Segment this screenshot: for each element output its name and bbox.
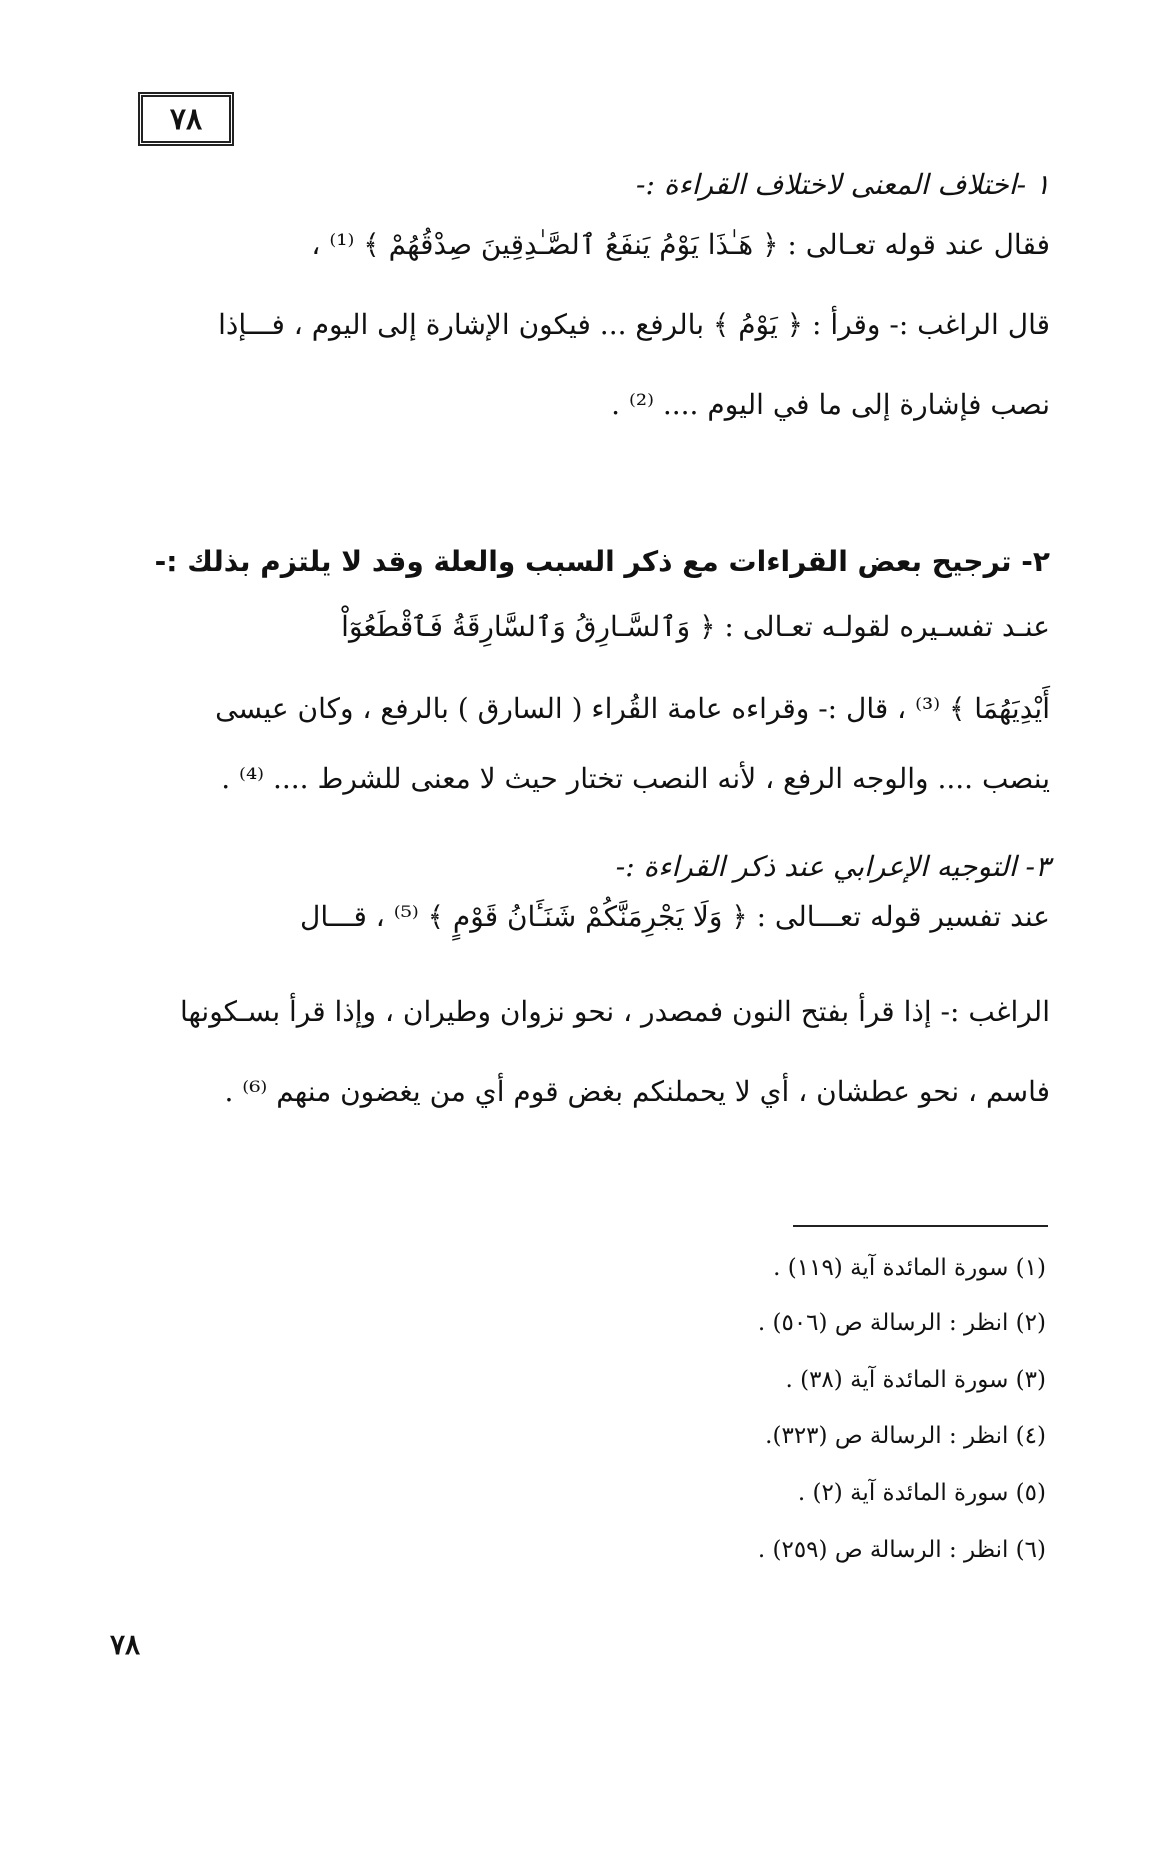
- section-3-line-1: عند تفسير قوله تعـــالى : ﴿ وَلَا يَجْرِمَنَّكُمْ شَنَـَٔانُ قَوْمٍ ﴾ ⁽⁵⁾ ، قـــال: [300, 900, 1050, 933]
- section-2-line-1: عنـد تفسـيره لقولـه تعـالى : ﴿ وَٱلسَّـارِقُ وَٱلسَّارِقَةُ فَٱقْطَعُوٓاْ: [341, 610, 1050, 643]
- section-2-heading: ٢- ترجيح بعض القراءات مع ذكر السبب والعلة وقد لا يلتزم بذلك :-: [154, 545, 1050, 578]
- section-1-line-2: قال الراغب :- وقرأ : ﴿ يَوْمُ ﴾ بالرفع ... فيكون الإشارة إلى اليوم ، فـــإذا: [218, 308, 1050, 341]
- section-3-heading: ٣- التوجيه الإعرابي عند ذكر القراءة :-: [615, 850, 1050, 883]
- footer-page-number: ٧٨: [110, 1628, 141, 1661]
- section-2-line-2: أَيْدِيَهُمَا ﴾ ⁽³⁾ ، قال :- وقراءه عامة القُراء ( السارق ) بالرفع ، وكان عيسى: [215, 692, 1050, 725]
- section-1-line-3: نصب فإشارة إلى ما في اليوم .... ⁽²⁾ .: [611, 388, 1050, 421]
- section-1-line-1: فقال عند قوله تعـالى : ﴿ هَـٰذَا يَوْمُ يَنفَعُ ٱلصَّـٰدِقِينَ صِدْقُهُمْ ﴾ ⁽¹⁾ ،: [311, 228, 1050, 261]
- page-number-box: ٧٨: [138, 92, 234, 146]
- section-3-line-2: الراغب :- إذا قرأ بفتح النون فمصدر ، نحو نزوان وطيران ، وإذا قرأ بسـكونها: [179, 995, 1050, 1028]
- section-2-line-3: ينصب .... والوجه الرفع ، لأنه النصب تختار حيث لا معنى للشرط .... ⁽⁴⁾ .: [221, 762, 1050, 795]
- footnote-2: (٢) انظر : الرسالة ص (٥٠٦) .: [757, 1310, 1046, 1336]
- section-1-heading: ١ -اختلاف المعنى لاختلاف القراءة :-: [636, 168, 1050, 201]
- footnote-4: (٤) انظر : الرسالة ص (٣٢٣).: [765, 1423, 1046, 1449]
- footnote-5: (٥) سورة المائدة آية (٢) .: [797, 1480, 1046, 1506]
- footnote-1: (١) سورة المائدة آية (١١٩) .: [773, 1255, 1046, 1281]
- footnote-3: (٣) سورة المائدة آية (٣٨) .: [785, 1367, 1046, 1393]
- footnote-6: (٦) انظر : الرسالة ص (٢٥٩) .: [757, 1537, 1046, 1563]
- section-3-line-3: فاسم ، نحو عطشان ، أي لا يحملنكم بغض قوم أي من يغضون منهم ⁽⁶⁾ .: [224, 1075, 1050, 1108]
- footnote-separator: [793, 1225, 1048, 1227]
